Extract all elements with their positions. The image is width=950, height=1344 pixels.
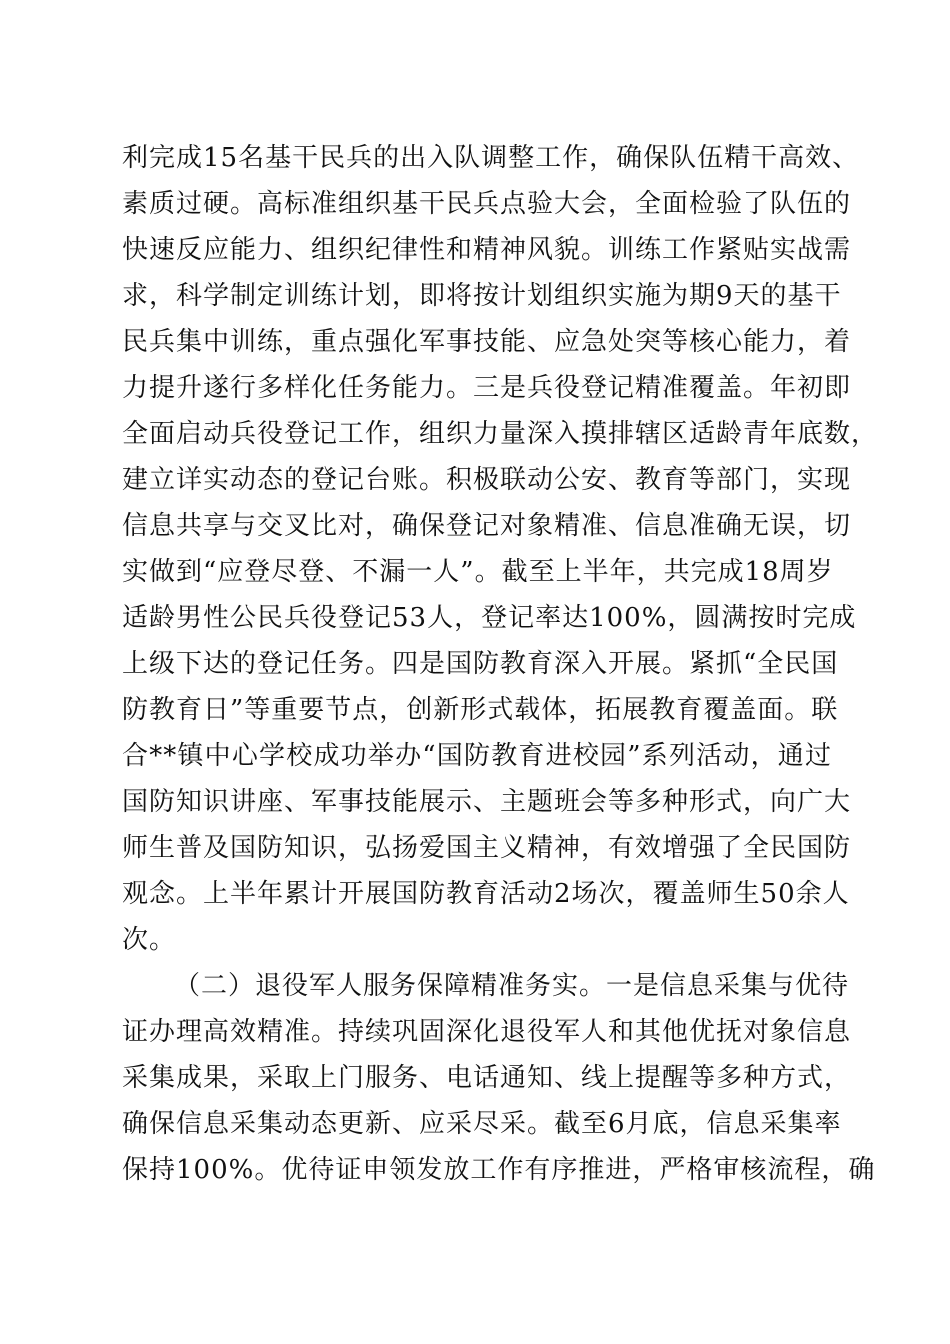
body-text-line: 求，科学制定训练计划，即将按计划组织实施为期9天的基干 bbox=[122, 281, 842, 311]
body-text-line: 确保信息采集动态更新、应采尽采。截至6月底，信息采集率 bbox=[122, 1109, 842, 1139]
body-text-line: 建立详实动态的登记台账。积极联动公安、教育等部门，实现 bbox=[122, 465, 852, 495]
body-text-line: 快速反应能力、组织纪律性和精神风貌。训练工作紧贴实战需 bbox=[122, 235, 852, 265]
body-text-line: 采集成果，采取上门服务、电话通知、线上提醒等多种方式， bbox=[122, 1063, 852, 1093]
body-text-line: 师生普及国防知识，弘扬爱国主义精神，有效增强了全民国防 bbox=[122, 833, 852, 863]
body-text-line: 证办理高效精准。持续巩固深化退役军人和其他优抚对象信息 bbox=[122, 1017, 852, 1047]
body-text-line: 力提升遂行多样化任务能力。三是兵役登记精准覆盖。年初即 bbox=[122, 373, 852, 403]
body-text-line: 全面启动兵役登记工作，组织力量深入摸排辖区适龄青年底数， bbox=[122, 419, 879, 449]
body-text-line: 实做到“应登尽登、不漏一人”。截至上半年，共完成18周岁 bbox=[122, 557, 834, 587]
body-text-line: 观念。上半年累计开展国防教育活动2场次，覆盖师生50余人 bbox=[122, 879, 850, 909]
body-text-line: 利完成15名基干民兵的出入队调整工作，确保队伍精干高效、 bbox=[122, 143, 860, 173]
body-text-line: 信息共享与交叉比对，确保登记对象精准、信息准确无误，切 bbox=[122, 511, 852, 541]
body-text-line: 次。 bbox=[122, 925, 177, 955]
body-text-line: 民兵集中训练，重点强化军事技能、应急处突等核心能力，着 bbox=[122, 327, 852, 357]
body-text-line: 适龄男性公民兵役登记53人，登记率达100%，圆满按时完成 bbox=[122, 603, 857, 633]
body-text-line: 素质过硬。高标准组织基干民兵点验大会，全面检验了队伍的 bbox=[122, 189, 852, 219]
body-text-line: 合**镇中心学校成功举办“国防教育进校园”系列活动，通过 bbox=[122, 741, 832, 771]
body-text-line: 保持100%。优待证申领发放工作有序推进，严格审核流程，确 bbox=[122, 1155, 876, 1185]
body-text-line: 国防知识讲座、军事技能展示、主题班会等多种形式，向广大 bbox=[122, 787, 852, 817]
body-text-line: 防教育日”等重要节点，创新形式载体，拓展教育覆盖面。联 bbox=[122, 695, 839, 725]
body-text-line: 上级下达的登记任务。四是国防教育深入开展。紧抓“全民国 bbox=[122, 649, 839, 679]
section-heading-line: （二）退役军人服务保障精准务实。一是信息采集与优待 bbox=[174, 971, 850, 1001]
